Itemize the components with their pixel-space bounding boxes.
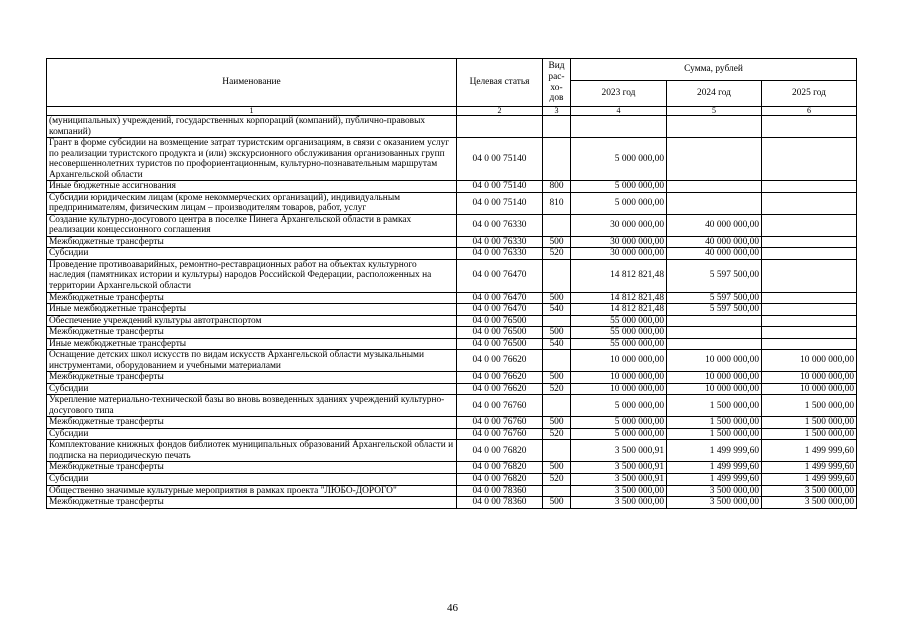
- row-sum-2023: 3 500 000,91: [571, 462, 667, 474]
- table-row: [47, 192, 857, 214]
- table-row: [47, 474, 857, 486]
- row-target-article: [457, 116, 543, 138]
- row-sum-2024: 1 500 000,00: [667, 395, 762, 417]
- row-name: Обеспечение учреждений культуры автотранспортом: [47, 315, 457, 327]
- row-sum-2023: [571, 116, 667, 138]
- row-sum-2025: 1 500 000,00: [762, 395, 857, 417]
- row-sum-2023: 10 000 000,00: [571, 372, 667, 384]
- row-expense-type: [543, 138, 571, 181]
- row-target-article: 04 0 00 76820: [457, 462, 543, 474]
- page-number: 46: [447, 602, 458, 614]
- header-name: Наименование: [47, 59, 457, 107]
- table-row: [47, 440, 857, 462]
- table-row: [47, 428, 857, 440]
- row-sum-2023: 55 000 000,00: [571, 315, 667, 327]
- row-sum-2025: [762, 327, 857, 339]
- row-sum-2025: [762, 292, 857, 304]
- row-name: Субсидии юридическим лицам (кроме некоммерческих организаций), индивидуальным предпринимателям, физическим лицам – производителям товаров, работ, услуг: [47, 192, 457, 214]
- row-expense-type: [543, 440, 571, 462]
- table-row: [47, 214, 857, 236]
- row-expense-type: 500: [543, 497, 571, 509]
- row-expense-type: 520: [543, 428, 571, 440]
- row-sum-2024: [667, 327, 762, 339]
- row-sum-2023: 3 500 000,00: [571, 497, 667, 509]
- row-sum-2023: 3 500 000,91: [571, 440, 667, 462]
- row-sum-2025: 1 500 000,00: [762, 428, 857, 440]
- row-sum-2024: 5 597 500,00: [667, 292, 762, 304]
- row-sum-2023: 14 812 821,48: [571, 304, 667, 316]
- row-sum-2023: 14 812 821,48: [571, 259, 667, 292]
- row-sum-2024: 3 500 000,00: [667, 497, 762, 509]
- row-expense-type: [543, 214, 571, 236]
- row-sum-2025: 3 500 000,00: [762, 497, 857, 509]
- row-sum-2024: [667, 338, 762, 350]
- row-expense-type: 540: [543, 338, 571, 350]
- row-target-article: 04 0 00 76620: [457, 383, 543, 395]
- row-name: Субсидии: [47, 428, 457, 440]
- row-sum-2024: 1 500 000,00: [667, 417, 762, 429]
- row-name: Создание культурно-досугового центра в поселке Пинега Архангельской области в рамках реализации концессионного соглашения: [47, 214, 457, 236]
- row-target-article: 04 0 00 76470: [457, 304, 543, 316]
- row-sum-2023: 30 000 000,00: [571, 214, 667, 236]
- row-sum-2025: 10 000 000,00: [762, 350, 857, 372]
- row-name: Укрепление материально-технической базы во вновь возведенных зданиях учреждений культурно-досугового типа: [47, 395, 457, 417]
- column-number: 3: [543, 107, 571, 116]
- row-name: Комплектование книжных фондов библиотек муниципальных образований Архангельской области и подписка на периодическую печать: [47, 440, 457, 462]
- row-sum-2024: 10 000 000,00: [667, 372, 762, 384]
- table-row: [47, 236, 857, 248]
- row-target-article: 04 0 00 76500: [457, 338, 543, 350]
- table-row: [47, 395, 857, 417]
- row-sum-2025: [762, 138, 857, 181]
- row-name: Межбюджетные трансферты: [47, 417, 457, 429]
- row-expense-type: 500: [543, 236, 571, 248]
- row-target-article: 04 0 00 75140: [457, 192, 543, 214]
- row-name: Субсидии: [47, 248, 457, 260]
- row-target-article: 04 0 00 78360: [457, 485, 543, 497]
- row-target-article: 04 0 00 76620: [457, 350, 543, 372]
- budget-table: [46, 58, 857, 509]
- column-number: 5: [667, 107, 762, 116]
- row-target-article: 04 0 00 76760: [457, 417, 543, 429]
- row-sum-2023: 30 000 000,00: [571, 248, 667, 260]
- row-expense-type: 520: [543, 383, 571, 395]
- row-sum-2023: 5 000 000,00: [571, 395, 667, 417]
- row-sum-2024: 1 499 999,60: [667, 474, 762, 486]
- row-sum-2024: 40 000 000,00: [667, 236, 762, 248]
- row-sum-2025: 10 000 000,00: [762, 383, 857, 395]
- row-name: Грант в форме субсидии на возмещение затрат туристским организациям, в связи с оказанием услуг по реализации туристского продукта и (или) экскурсионного обслуживания организованных групп несовершеннолетних туристов по профориентационным, культурно-познавательным маршрутам Архангельской области: [47, 138, 457, 181]
- row-sum-2023: 30 000 000,00: [571, 236, 667, 248]
- column-number: 1: [47, 107, 457, 116]
- row-expense-type: 500: [543, 372, 571, 384]
- header-year-2023: 2023 год: [571, 81, 667, 107]
- row-sum-2025: [762, 236, 857, 248]
- table-row: [47, 462, 857, 474]
- row-sum-2024: 1 499 999,60: [667, 462, 762, 474]
- table-body: [47, 116, 857, 509]
- row-sum-2023: 14 812 821,48: [571, 292, 667, 304]
- row-name: Субсидии: [47, 474, 457, 486]
- table-row: [47, 497, 857, 509]
- column-number: 4: [571, 107, 667, 116]
- row-expense-type: 520: [543, 474, 571, 486]
- header-year-2025: 2025 год: [762, 81, 857, 107]
- table-row: [47, 485, 857, 497]
- table-row: [47, 338, 857, 350]
- row-target-article: 04 0 00 76330: [457, 236, 543, 248]
- row-sum-2024: 1 499 999,60: [667, 440, 762, 462]
- row-sum-2023: 5 000 000,00: [571, 138, 667, 181]
- row-expense-type: [543, 395, 571, 417]
- table-row: [47, 248, 857, 260]
- row-sum-2023: 5 000 000,00: [571, 192, 667, 214]
- table-row: [47, 327, 857, 339]
- row-expense-type: [543, 259, 571, 292]
- row-sum-2025: [762, 192, 857, 214]
- row-sum-2023: 3 500 000,00: [571, 485, 667, 497]
- row-expense-type: 540: [543, 304, 571, 316]
- row-expense-type: [543, 350, 571, 372]
- row-expense-type: 500: [543, 292, 571, 304]
- row-sum-2025: 1 499 999,60: [762, 474, 857, 486]
- row-name: Межбюджетные трансферты: [47, 236, 457, 248]
- header-target-article: Целевая статья: [457, 59, 543, 107]
- row-sum-2024: 5 597 500,00: [667, 304, 762, 316]
- row-target-article: 04 0 00 76330: [457, 214, 543, 236]
- row-target-article: 04 0 00 76470: [457, 259, 543, 292]
- row-expense-type: 810: [543, 192, 571, 214]
- table-row: [47, 417, 857, 429]
- row-target-article: 04 0 00 76760: [457, 395, 543, 417]
- row-sum-2024: 5 597 500,00: [667, 259, 762, 292]
- row-sum-2024: [667, 181, 762, 193]
- row-expense-type: 520: [543, 248, 571, 260]
- row-expense-type: [543, 116, 571, 138]
- row-name: Межбюджетные трансферты: [47, 372, 457, 384]
- row-name: Проведение противоаварийных, ремонтно-реставрационных работ на объектах культурного наследия (памятниках истории и культуры) народов Российской Федерации, расположенных на территории Архангельской области: [47, 259, 457, 292]
- row-sum-2023: 55 000 000,00: [571, 338, 667, 350]
- row-name: Межбюджетные трансферты: [47, 497, 457, 509]
- row-name: Субсидии: [47, 383, 457, 395]
- table-row: [47, 350, 857, 372]
- row-target-article: 04 0 00 76470: [457, 292, 543, 304]
- row-expense-type: 500: [543, 417, 571, 429]
- row-sum-2023: 10 000 000,00: [571, 350, 667, 372]
- row-sum-2025: 1 500 000,00: [762, 417, 857, 429]
- row-target-article: 04 0 00 75140: [457, 181, 543, 193]
- row-target-article: 04 0 00 76760: [457, 428, 543, 440]
- row-sum-2024: 40 000 000,00: [667, 248, 762, 260]
- row-sum-2025: [762, 315, 857, 327]
- row-sum-2024: [667, 116, 762, 138]
- row-sum-2024: 40 000 000,00: [667, 214, 762, 236]
- row-expense-type: 500: [543, 327, 571, 339]
- row-sum-2025: [762, 116, 857, 138]
- table-row: [47, 315, 857, 327]
- row-target-article: 04 0 00 76820: [457, 474, 543, 486]
- row-target-article: 04 0 00 75140: [457, 138, 543, 181]
- column-number: 6: [762, 107, 857, 116]
- row-name: Оснащение детских школ искусств по видам искусств Архангельской области музыкальными инструментами, оборудованием и учебными материалами: [47, 350, 457, 372]
- table-row: [47, 304, 857, 316]
- row-sum-2025: [762, 304, 857, 316]
- row-expense-type: 800: [543, 181, 571, 193]
- row-sum-2025: [762, 259, 857, 292]
- row-name: Межбюджетные трансферты: [47, 327, 457, 339]
- row-name: Общественно значимые культурные мероприятия в рамках проекта "ЛЮБО-ДОРОГО": [47, 485, 457, 497]
- row-name: (муниципальных) учреждений, государственных корпораций (компаний), публично-правовых компаний): [47, 116, 457, 138]
- row-sum-2025: [762, 214, 857, 236]
- row-sum-2024: [667, 192, 762, 214]
- row-sum-2025: 1 499 999,60: [762, 440, 857, 462]
- row-expense-type: 500: [543, 462, 571, 474]
- table-row: [47, 181, 857, 193]
- table-row: [47, 372, 857, 384]
- row-sum-2024: 10 000 000,00: [667, 350, 762, 372]
- row-name: Иные межбюджетные трансферты: [47, 304, 457, 316]
- row-sum-2024: 1 500 000,00: [667, 428, 762, 440]
- table-row: [47, 138, 857, 181]
- header-sum: Сумма, рублей: [571, 59, 857, 81]
- row-sum-2024: [667, 138, 762, 181]
- row-sum-2023: 5 000 000,00: [571, 428, 667, 440]
- table-row: [47, 259, 857, 292]
- row-sum-2025: 1 499 999,60: [762, 462, 857, 474]
- row-expense-type: [543, 315, 571, 327]
- row-sum-2025: [762, 338, 857, 350]
- table-row: [47, 116, 857, 138]
- row-sum-2024: 10 000 000,00: [667, 383, 762, 395]
- row-sum-2023: 3 500 000,91: [571, 474, 667, 486]
- row-sum-2023: 5 000 000,00: [571, 181, 667, 193]
- row-target-article: 04 0 00 76620: [457, 372, 543, 384]
- row-sum-2025: [762, 181, 857, 193]
- row-target-article: 04 0 00 76500: [457, 315, 543, 327]
- header-expense-type: Вид рас-хо-дов: [543, 59, 571, 107]
- row-target-article: 04 0 00 76330: [457, 248, 543, 260]
- table-row: [47, 383, 857, 395]
- row-target-article: 04 0 00 76500: [457, 327, 543, 339]
- row-name: Межбюджетные трансферты: [47, 292, 457, 304]
- row-sum-2025: 3 500 000,00: [762, 485, 857, 497]
- row-expense-type: [543, 485, 571, 497]
- row-sum-2023: 5 000 000,00: [571, 417, 667, 429]
- row-name: Иные межбюджетные трансферты: [47, 338, 457, 350]
- column-number: 2: [457, 107, 543, 116]
- row-name: Межбюджетные трансферты: [47, 462, 457, 474]
- row-name: Иные бюджетные ассигнования: [47, 181, 457, 193]
- row-sum-2025: [762, 248, 857, 260]
- row-sum-2023: 55 000 000,00: [571, 327, 667, 339]
- row-sum-2025: 10 000 000,00: [762, 372, 857, 384]
- row-target-article: 04 0 00 78360: [457, 497, 543, 509]
- row-sum-2023: 10 000 000,00: [571, 383, 667, 395]
- row-target-article: 04 0 00 76820: [457, 440, 543, 462]
- row-sum-2024: [667, 315, 762, 327]
- table-row: [47, 292, 857, 304]
- row-sum-2024: 3 500 000,00: [667, 485, 762, 497]
- header-year-2024: 2024 год: [667, 81, 762, 107]
